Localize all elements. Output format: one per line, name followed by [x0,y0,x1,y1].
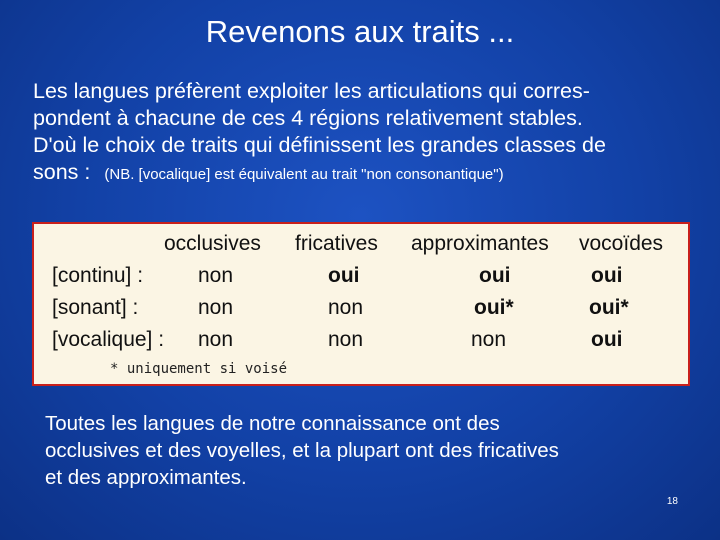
intro-line: D'où le choix de traits qui définissent les grandes classes de [33,133,606,157]
intro-line: pondent à chacune de ces 4 régions relativement stables. [33,106,583,130]
slide-title: Revenons aux traits ... [205,14,515,49]
page-number: 18 [666,496,678,507]
table-cell: oui [479,264,511,287]
table-cell: oui* [589,296,629,319]
intro-paragraph [33,78,693,188]
column-header-occlusives: occlusives [164,232,261,255]
intro-line: Les langues préfèrent exploiter les articulations qui corres- [33,79,590,103]
table-cell: non [328,296,364,319]
table-cell: oui [591,264,623,287]
column-header-fricatives: fricatives [295,232,378,255]
conclusion-line: Toutes les langues de notre connaissance ont des [45,412,500,435]
conclusion-paragraph [45,410,685,491]
table-cell: non [198,264,234,287]
table-cell: non [328,328,364,351]
table-cell: oui [591,328,623,351]
intro-line [33,159,693,188]
conclusion-line: et des approximantes. [45,466,247,489]
table-cell: non [198,296,234,319]
table-footnote: * uniquement si voisé [110,361,288,377]
column-header-approximantes: approximantes [411,232,549,255]
row-label-vocalique: [vocalique] : [52,328,165,351]
table-cell: oui* [474,296,514,319]
table-cell: non [471,328,507,351]
intro-note: (NB. [vocalique] est équivalent au trait "non consonantique") [104,166,504,183]
intro-line-main: sons : [33,160,91,184]
table-cell: non [198,328,234,351]
row-label-sonant: [sonant] : [52,296,139,319]
column-header-vocoides: vocoïdes [579,232,664,255]
row-label-continu: [continu] : [52,264,144,287]
conclusion-line: occlusives et des voyelles, et la plupart ont des fricatives [45,439,559,462]
table-cell: oui [328,264,360,287]
features-table [32,222,690,386]
